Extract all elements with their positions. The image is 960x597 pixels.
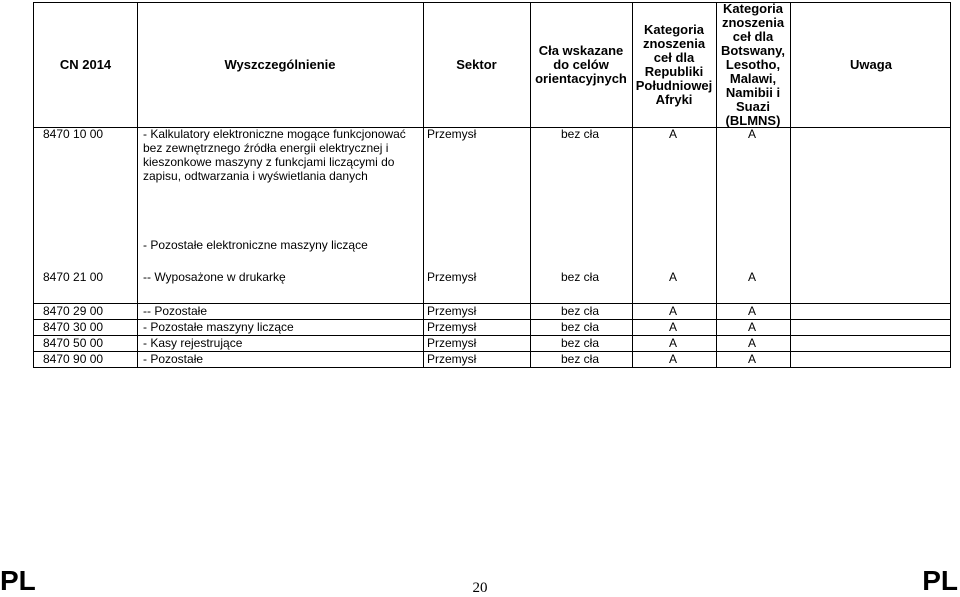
header-category-blmns: Kategoria znoszenia ceł dla Botswany, Lesotho, Malawi, Namibii i Suazi (BLMNS) [720, 1, 786, 128]
category-rpa-value: A [668, 352, 677, 366]
header-sector: Sektor [456, 57, 497, 72]
sector-value: Przemysł [427, 304, 477, 318]
header-duty: Cła wskazane do celów orientacyjnych [535, 43, 627, 86]
duty-value: bez cła [560, 352, 600, 366]
footer-language-right: PL [922, 565, 958, 596]
goods-description: - Pozostałe [143, 352, 204, 366]
goods-description: - Kalkulatory elektroniczne mogące funkcjonować bez zewnętrznego źródła energii elektrycznej i kieszonkowe maszyny z funkcjami liczącymi do zapisu, odtwarzania i wyświetlania danych [143, 127, 406, 183]
cn-code: 8470 50 00 [43, 336, 104, 350]
category-rpa-value: A [668, 320, 677, 334]
cn-code: 8470 30 00 [43, 320, 104, 334]
cn-code: 8470 10 00 [43, 127, 104, 141]
header-category-rpa: Kategoria znoszenia ceł dla Republiki Południowej Afryki [635, 22, 713, 107]
cn-code: 8470 29 00 [43, 304, 104, 318]
sector-value: Przemysł [427, 320, 477, 334]
duty-value: bez cła [560, 320, 600, 334]
cn-code: 8470 21 00 [43, 270, 104, 284]
category-blmns-value: A [747, 127, 756, 141]
category-blmns-value: A [747, 336, 756, 350]
page-number: 20 [472, 580, 488, 596]
category-blmns-value: A [747, 304, 756, 318]
category-blmns-value: A [747, 320, 756, 334]
sector-value: Przemysł [427, 127, 477, 141]
sector-value: Przemysł [427, 336, 477, 350]
category-blmns-value: A [747, 270, 756, 284]
category-rpa-value: A [668, 336, 677, 350]
sector-value: Przemysł [427, 352, 477, 366]
category-rpa-value: A [668, 304, 677, 318]
goods-description: - Pozostałe elektroniczne maszyny liczące [143, 238, 368, 252]
category-rpa-value: A [668, 270, 677, 284]
footer-language-left: PL [0, 565, 36, 596]
cn-code: 8470 90 00 [43, 352, 104, 366]
header-description: Wyszczególnienie [224, 57, 336, 72]
duty-value: bez cła [560, 336, 600, 350]
category-rpa-value: A [668, 127, 677, 141]
goods-description: -- Wyposażone w drukarkę [143, 270, 286, 284]
category-blmns-value: A [747, 352, 756, 366]
duty-value: bez cła [560, 304, 600, 318]
duty-value: bez cła [560, 270, 600, 284]
sector-value: Przemysł [427, 270, 477, 284]
goods-description: - Pozostałe maszyny liczące [143, 320, 294, 334]
header-cn: CN 2014 [59, 57, 112, 72]
duty-value: bez cła [560, 127, 600, 141]
header-remarks: Uwaga [850, 57, 892, 72]
goods-description: -- Pozostałe [143, 304, 208, 318]
goods-description: - Kasy rejestrujące [143, 336, 243, 350]
